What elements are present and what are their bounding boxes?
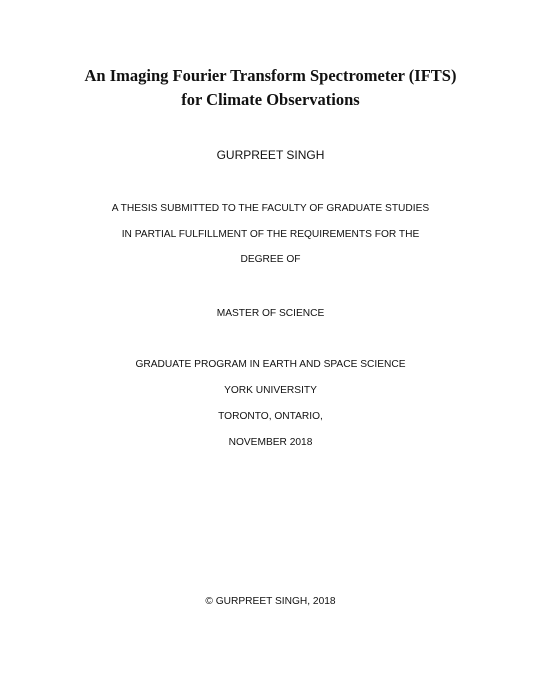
submission-statement-line-1: A THESIS SUBMITTED TO THE FACULTY OF GRADUATE STUDIES [111, 203, 430, 214]
submission-statement-line-2: IN PARTIAL FULFILLMENT OF THE REQUIREMENTS FOR THE [121, 229, 420, 240]
university-location: TORONTO, ONTARIO, [218, 411, 323, 422]
submission-date: NOVEMBER 2018 [228, 437, 313, 448]
thesis-title-line-2: for Climate Observations [181, 90, 360, 109]
university-name: YORK UNIVERSITY [224, 385, 317, 396]
degree-name: MASTER OF SCIENCE [216, 308, 325, 319]
author-name: GURPREET SINGH [216, 148, 325, 162]
copyright-notice: © GURPREET SINGH, 2018 [205, 596, 336, 607]
submission-statement-line-3: DEGREE OF [240, 254, 301, 265]
thesis-title-line-1: An Imaging Fourier Transform Spectrometer (IFTS) [84, 66, 457, 85]
graduate-program: GRADUATE PROGRAM IN EARTH AND SPACE SCIENCE [135, 359, 406, 370]
